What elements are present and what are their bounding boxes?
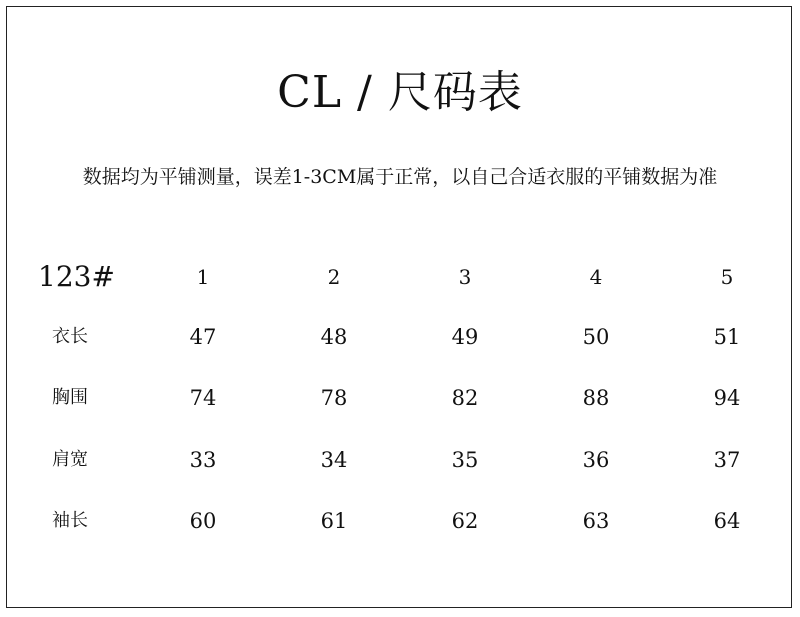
table-corner-label: 123# <box>38 260 115 293</box>
measurement-note: 数据均为平铺测量，误差1-3CM属于正常，以自己合适衣服的平铺数据为准 <box>82 166 718 188</box>
table-cell: 63 <box>582 509 610 533</box>
table-cell: 34 <box>320 448 348 472</box>
table-cell: 51 <box>713 325 741 349</box>
table-cell: 62 <box>451 509 479 533</box>
row-label: 衣长 <box>52 326 88 347</box>
row-label: 袖长 <box>52 510 88 531</box>
table-cell: 36 <box>582 448 610 472</box>
table-cell: 94 <box>713 386 741 410</box>
table-cell: 49 <box>451 325 479 349</box>
size-header: 3 <box>458 265 472 289</box>
size-header: 4 <box>589 265 603 289</box>
table-cell: 50 <box>582 325 610 349</box>
table-cell: 82 <box>451 386 479 410</box>
table-cell: 64 <box>713 509 741 533</box>
table-cell: 48 <box>320 325 348 349</box>
table-cell: 47 <box>189 325 217 349</box>
size-header: 2 <box>327 265 341 289</box>
table-cell: 37 <box>713 448 741 472</box>
table-cell: 35 <box>451 448 479 472</box>
size-header: 1 <box>196 265 210 289</box>
table-cell: 88 <box>582 386 610 410</box>
table-cell: 78 <box>320 386 348 410</box>
row-label: 胸围 <box>52 387 88 408</box>
table-cell: 61 <box>320 509 348 533</box>
size-header: 5 <box>720 265 734 289</box>
table-cell: 33 <box>189 448 217 472</box>
table-cell: 74 <box>189 386 217 410</box>
row-label: 肩宽 <box>52 449 88 470</box>
table-cell: 60 <box>189 509 217 533</box>
page-title: CL / 尺码表 <box>277 67 523 118</box>
